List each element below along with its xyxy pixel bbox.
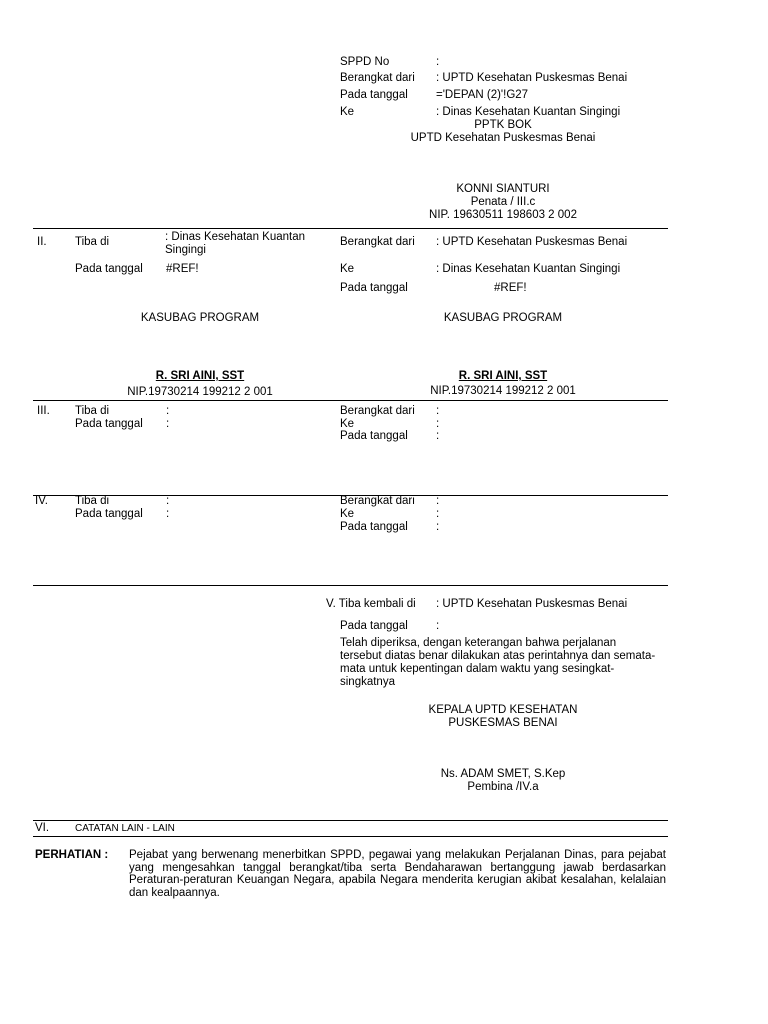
berangkat-label: Berangkat dari	[340, 72, 415, 84]
head-title-line1: KEPALA UPTD KESEHATAN	[428, 704, 578, 716]
ke-colon: :	[436, 508, 440, 520]
berangkat-value: : UPTD Kesehatan Puskesmas Benai	[436, 236, 628, 248]
pada-tanggal-label-2: Pada tanggal	[340, 282, 408, 294]
berangkat-label: Berangkat dari	[340, 495, 415, 507]
pada-tanggal-label: Pada tanggal	[75, 508, 143, 520]
signer-rank: Penata / III.c	[470, 196, 536, 208]
ke-value: : Dinas Kesehatan Kuantan Singingi	[436, 263, 621, 275]
right-signer-name: R. SRI AINI, SST	[458, 370, 548, 382]
pada-tanggal-label: Pada tanggal	[75, 263, 143, 275]
signer-name: KONNI SIANTURI	[456, 183, 550, 195]
pada-tanggal-colon-2: :	[436, 521, 440, 533]
right-signer-nip: NIP.19730214 199212 2 001	[430, 385, 576, 397]
divider	[33, 400, 668, 401]
pada-tanggal-label: Pada tanggal	[75, 418, 143, 430]
pada-tanggal-label: Pada tanggal	[340, 89, 408, 101]
tiba-kembali-value: : UPTD Kesehatan Puskesmas Benai	[436, 598, 628, 610]
head-name: Ns. ADAM SMET, S.Kep	[440, 768, 566, 780]
ke-label: Ke	[340, 508, 355, 520]
left-signer-nip: NIP.19730214 199212 2 001	[127, 386, 273, 398]
pada-tanggal-colon: :	[166, 508, 170, 520]
tiba-label: Tiba di	[75, 495, 110, 507]
ke-label: Ke	[340, 263, 355, 275]
pada-tanggal-value-2: #REF!	[494, 282, 527, 294]
right-signer-title: KASUBAG PROGRAM	[443, 312, 563, 324]
section-number: II.	[37, 236, 47, 248]
pada-tanggal-colon-2: :	[436, 430, 440, 442]
tiba-colon: :	[166, 495, 170, 507]
tiba-label: Tiba di	[75, 405, 110, 417]
catatan-label: CATATAN LAIN - LAIN	[75, 823, 175, 834]
tiba-colon: :	[166, 405, 170, 417]
pada-tanggal-colon: :	[166, 418, 170, 430]
ke-value: : Dinas Kesehatan Kuantan Singingi	[436, 106, 621, 118]
head-rank: Pembina /IV.a	[467, 781, 539, 793]
left-signer-name: R. SRI AINI, SST	[155, 370, 245, 382]
sppd-no-value: :	[436, 56, 440, 68]
head-title-line2: PUSKESMAS BENAI	[448, 717, 558, 729]
role-pptk: PPTK BOK	[474, 119, 532, 131]
notice-text: Pejabat yang berwenang menerbitkan SPPD, pegawai yang melakukan Perjalanan Dinas, para pejabat yang mengesahkan tanggal berangkat/tiba serta Bendaharawan bertanggung jawab berdasarkan Peraturan-peraturan Keuangan Negara, apabila Negara menderita kerugian akibat kesalahan, kelalaian dan kealpaannya.	[129, 849, 666, 899]
left-signer-title: KASUBAG PROGRAM	[140, 312, 260, 324]
berangkat-label: Berangkat dari	[340, 405, 415, 417]
berangkat-value: : UPTD Kesehatan Puskesmas Benai	[436, 72, 628, 84]
statement-text: Telah diperiksa, dengan keterangan bahwa perjalanan tersebut diatas benar dilakukan atas perintahnya dan semata-mata untuk kepentingan dalam waktu yang sesingkat-singkatnya	[340, 637, 656, 688]
divider	[33, 228, 668, 229]
section-number: IV.	[35, 495, 49, 507]
divider	[33, 820, 668, 821]
tiba-value: : Dinas Kesehatan Kuantan Singingi	[165, 231, 306, 256]
ke-label: Ke	[340, 418, 355, 430]
ke-label: Ke	[340, 106, 355, 118]
pada-tanggal-label-2: Pada tanggal	[340, 521, 408, 533]
berangkat-label: Berangkat dari	[340, 236, 415, 248]
tiba-kembali-label: V. Tiba kembali di	[326, 598, 416, 610]
berangkat-colon: :	[436, 495, 440, 507]
ke-colon: :	[436, 418, 440, 430]
pada-tanggal-label-2: Pada tanggal	[340, 430, 408, 442]
section-number: VI.	[35, 822, 50, 834]
section-number: III.	[37, 405, 50, 417]
role-uptd: UPTD Kesehatan Puskesmas Benai	[410, 132, 596, 144]
pada-tanggal-label: Pada tanggal	[340, 620, 408, 632]
sppd-no-label: SPPD No	[340, 56, 390, 68]
berangkat-colon: :	[436, 405, 440, 417]
divider	[33, 585, 668, 586]
pada-tanggal-colon: :	[436, 620, 440, 632]
signer-nip: NIP. 19630511 198603 2 002	[429, 209, 577, 221]
divider	[33, 836, 668, 837]
tiba-label: Tiba di	[75, 236, 110, 248]
pada-tanggal-value: ='DEPAN (2)'!G27	[436, 89, 529, 101]
pada-tanggal-value: #REF!	[166, 263, 199, 275]
notice-label: PERHATIAN :	[35, 849, 109, 861]
